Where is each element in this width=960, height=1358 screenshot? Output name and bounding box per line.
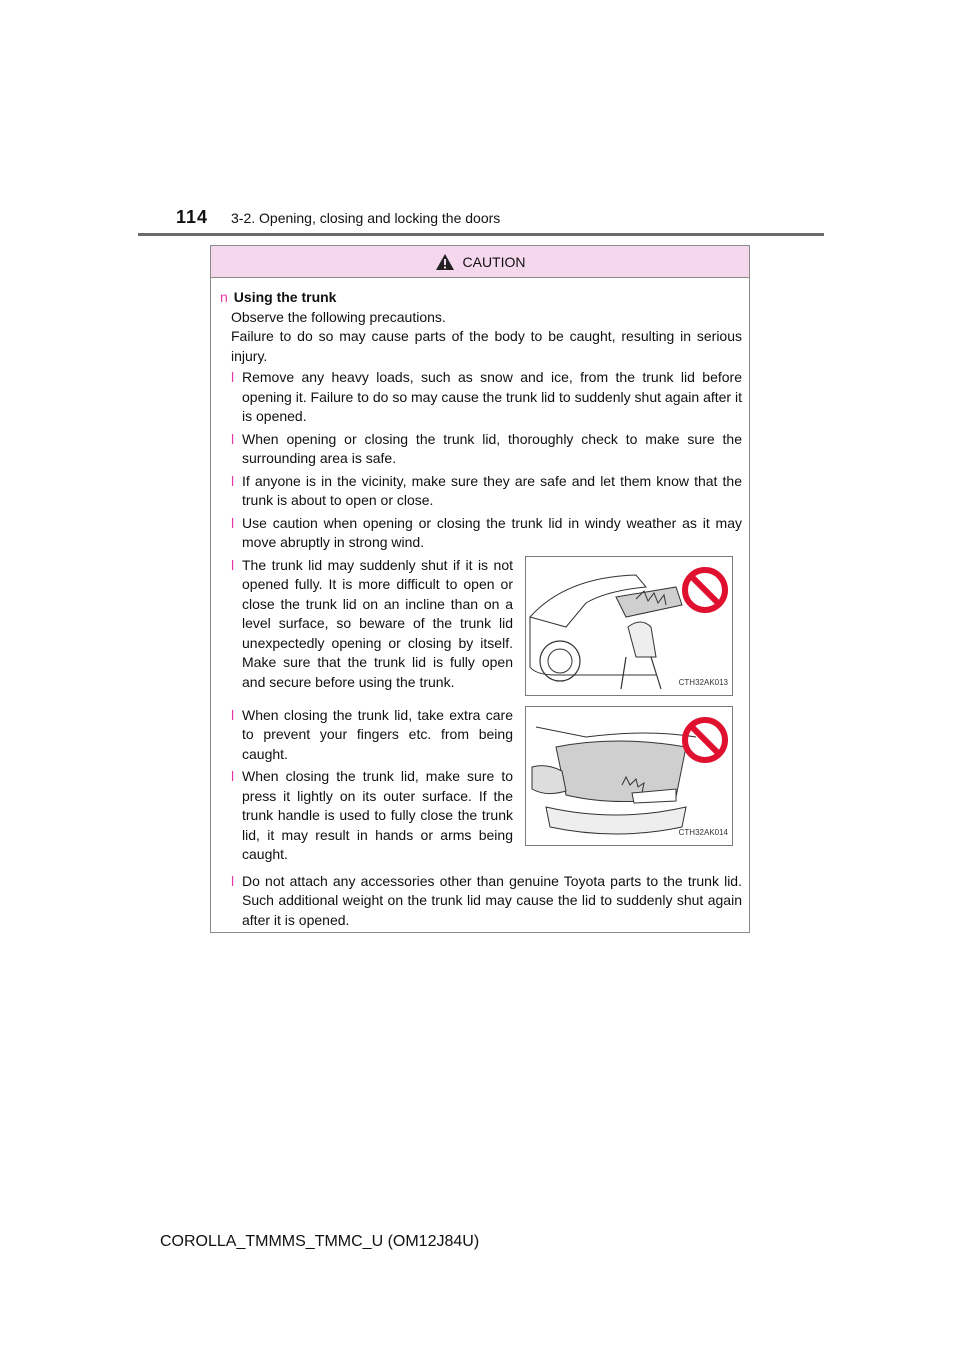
figure-row: [220, 556, 742, 696]
figure-code: CTH32AK014: [678, 828, 728, 837]
list-item: [220, 556, 513, 693]
list-marker: l: [231, 472, 235, 489]
list-item: [220, 430, 742, 469]
figure-text: [220, 556, 513, 696]
section-title: 3-2. Opening, closing and locking the doors: [231, 210, 501, 226]
list-marker: l: [231, 768, 235, 784]
list-item: [220, 767, 513, 865]
list-marker: l: [231, 430, 235, 447]
list-item: [220, 706, 513, 765]
page-number: 114: [176, 207, 209, 227]
list-item-text: The trunk lid may suddenly shut if it is not opened fully. It is more difficult to open or close the trunk lid on an incline than on a level surface, so beware of the trunk lid unexpectedly opening or closing by itself. Make sure that the trunk lid is fully open and secure before using the trunk.: [242, 556, 513, 690]
list-item-text: When opening or closing the trunk lid, thoroughly check to make sure the surrounding area is safe.: [242, 430, 742, 466]
list-item-text: Use caution when opening or closing the trunk lid in windy weather as it may move abruptly in strong wind.: [242, 514, 742, 550]
list-item-text: Remove any heavy loads, such as snow and ice, from the trunk lid before opening it. Failure to do so may cause the trunk lid to suddenly shut again after it is opened.: [242, 369, 742, 424]
list-item: [220, 472, 742, 511]
trunk-open-illustration: [525, 556, 733, 696]
prohibited-icon: [681, 716, 729, 764]
footer-doc-id: COROLLA_TMMMS_TMMC_U (OM12J84U): [160, 1233, 480, 1250]
list-item-text: Do not attach any accessories other than genuine Toyota parts to the trunk lid. Such additional weight on the trunk lid may cause the lid to suddenly shut again after it is opened.: [242, 872, 742, 928]
trunk-closing-illustration: [525, 706, 733, 846]
list-item: [220, 368, 742, 427]
list-item: [220, 872, 742, 931]
caution-heading: [220, 288, 742, 308]
prohibited-icon: [681, 566, 729, 614]
heading-text: Using the trunk: [233, 289, 337, 305]
caution-list: [220, 368, 742, 930]
list-marker: l: [231, 514, 235, 531]
warning-triangle-icon: [435, 253, 455, 271]
list-marker: l: [231, 369, 235, 385]
list-marker: l: [231, 872, 235, 889]
list-item: [220, 514, 742, 553]
intro-line: Failure to do so may cause parts of the body to be caught, resulting in serious injury.: [231, 328, 742, 364]
list-marker: l: [231, 706, 235, 723]
caution-label: CAUTION: [462, 253, 526, 270]
caution-box: [210, 245, 750, 933]
figure-text: [220, 706, 513, 868]
caution-header: [211, 246, 749, 278]
header-divider: [138, 233, 824, 236]
heading-marker: n: [220, 289, 228, 305]
list-item-text: When closing the trunk lid, make sure to press it lightly on its outer surface. If the trunk handle is used to fully close the trunk lid, it may result in hands or arms being caught.: [242, 768, 513, 862]
list-item-text: If anyone is in the vicinity, make sure they are safe and let them know that the trunk is about to open or close.: [242, 472, 742, 508]
list-marker: l: [231, 556, 235, 573]
figure-code: CTH32AK013: [678, 678, 728, 687]
figure-row: [220, 706, 742, 868]
list-item-text: When closing the trunk lid, take extra care to prevent your fingers etc. from being caught.: [242, 706, 513, 762]
intro-line: Observe the following precautions.: [231, 308, 446, 325]
caution-content: [211, 278, 749, 930]
